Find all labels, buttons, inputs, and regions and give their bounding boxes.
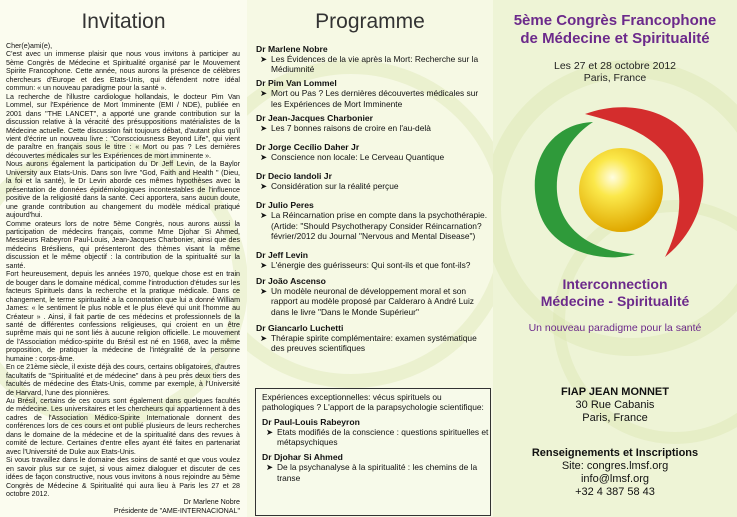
talk-text: Mort ou Pas ? Les dernières découvertes médicales sur les Expériences de Mort Imminente bbox=[271, 88, 479, 109]
contact-email[interactable]: info@lmsf.org bbox=[580, 473, 650, 485]
contact-phone: +32 4 387 58 43 bbox=[575, 486, 655, 498]
talk-title bbox=[256, 333, 488, 353]
subject-line: Médecine - Spiritualité bbox=[540, 293, 690, 309]
talk-text: L'énergie des guérisseurs: Qui sont-ils et que font-ils? bbox=[271, 260, 471, 271]
congress-logo-icon bbox=[515, 92, 715, 282]
speaker-name: Dr Jean-Jacques Charbonier bbox=[256, 112, 374, 123]
programme-entry bbox=[256, 200, 488, 241]
talk-text: Thérapie spirite complémentaire: examen systématique des preuves scientifiques bbox=[271, 332, 477, 354]
invitation-paragraph: Cher(e)ami(e), bbox=[6, 42, 53, 50]
invitation-text bbox=[6, 42, 240, 515]
invitation-panel bbox=[0, 0, 248, 517]
contact-block bbox=[493, 447, 737, 499]
arrow-bullet-icon: ➤ bbox=[260, 332, 268, 343]
talk-title bbox=[256, 88, 488, 108]
talk-text: Un modèle neuronal de développement moral et son rapport au modèle proposé par Calderaro à André Luiz dans le livre "Dans le Monde Supérieur" bbox=[271, 286, 474, 317]
talk-text: Les Évidences de la vie après la Mort: Recherche sur la Médiumnité bbox=[271, 54, 479, 75]
signature-name: Dr Marlene Nobre bbox=[183, 498, 240, 507]
invitation-paragraph: La recherche de l'illustre cardiologue hollandais, le docteur Pim Van Lommel, sur l'Expérience de Mort Imminente (EMI / NDE), publiée en 2001 dans "THE LANCET", a apporté une grande contribution sur la discussion relative à la véracité des présuppositions matérialistes de la Médecine actuelle. Cette discussion fait toujours débat, d'autant plus qu'il vient d'écrire un nouveau livre : "Conscciousness Beyond Life", qui vient de paraître en français sous le titre : « Mort ou pas ? Les dernières découvertes médicales sur les Expériences de mort imminente ». bbox=[6, 92, 240, 160]
talk-title bbox=[256, 123, 488, 133]
subject-line: Interconnection bbox=[562, 276, 668, 292]
venue-city: Paris, France bbox=[582, 412, 648, 424]
arrow-bullet-icon: ➤ bbox=[266, 427, 274, 437]
venue-name: FIAP JEAN MONNET bbox=[561, 386, 669, 398]
congress-title-line: 5ème Congrès Francophone bbox=[513, 12, 717, 29]
parapsychology-box bbox=[255, 388, 491, 516]
date-line: Les 27 et 28 octobre 2012 bbox=[553, 60, 676, 72]
speaker-name: Dr Pim Van Lommel bbox=[256, 78, 337, 89]
contact-title: Renseignements et Inscriptions bbox=[531, 447, 699, 459]
congress-date bbox=[493, 60, 737, 84]
talk-text: Considération sur la réalité perçue bbox=[271, 181, 399, 192]
talk-title bbox=[256, 210, 488, 241]
place-line: Paris, France bbox=[583, 72, 647, 84]
speaker-name: Dr Julio Peres bbox=[256, 200, 314, 211]
yellow-sphere-shape bbox=[579, 148, 663, 232]
talk-title bbox=[256, 181, 488, 191]
talk-text: De la psychanalyse à la spiritualité : les chemins de la transe bbox=[277, 462, 478, 483]
speaker-name: Dr Djohar Si Ahmed bbox=[262, 452, 343, 463]
talk-title bbox=[256, 54, 488, 74]
speaker-name: Dr Giancarlo Luchetti bbox=[256, 322, 344, 333]
talk-title bbox=[256, 260, 488, 270]
talk-title bbox=[262, 462, 490, 482]
arrow-bullet-icon: ➤ bbox=[260, 181, 268, 192]
programme-entry bbox=[256, 323, 488, 353]
programme-entry bbox=[256, 250, 488, 270]
programme-list bbox=[256, 44, 488, 353]
speaker-name: Dr Jorge Cecílio Daher Jr bbox=[256, 142, 360, 153]
congress-title-line: de Médecine et Spiritualité bbox=[520, 30, 710, 47]
arrow-bullet-icon: ➤ bbox=[266, 462, 274, 473]
invitation-title: Invitation bbox=[81, 10, 166, 33]
arrow-bullet-icon: ➤ bbox=[260, 122, 268, 133]
venue-street: 30 Rue Cabanis bbox=[575, 399, 655, 411]
talk-title bbox=[256, 286, 488, 317]
signature-title: Présidente de "AME-INTERNACIONAL" bbox=[113, 506, 240, 515]
invitation-paragraph: Si vous travaillez dans le domaine des soins de santé et que vous voulez en savoir plus sur ce sujet, si vous aimez dialoguer et discuter de ces idées de façon constructive, nous vous invitons à nous rejoindre au 5ème Congrès de Médecine & Spiritualité qui aura lieu à Paris les 27 et 28 octobre 2012. bbox=[6, 456, 240, 499]
programme-panel bbox=[247, 0, 494, 517]
arrow-bullet-icon: ➤ bbox=[260, 152, 268, 163]
arrow-bullet-icon: ➤ bbox=[260, 260, 268, 271]
talk-text: Etats modifiés de la conscience : questions spirituelles et métapsychiques bbox=[277, 427, 489, 448]
invitation-paragraph: C'est avec un immense plaisir que nous vous invitons à participer au 5ème Congrès de Médecine et Spiritualité organisé par le Mouvement Spirite Francophone. Cette année, nous aurons la présence de célèbres chercheurs d'Europe et des Etats-Unis, qui défendent notre idéal commun: « un nouveau paradigme pour la santé ». bbox=[6, 50, 240, 93]
arrow-bullet-icon: ➤ bbox=[260, 210, 268, 221]
speaker-name: Dr Decio Iandoli Jr bbox=[256, 171, 332, 182]
paradigm-tagline: Un nouveau paradigme pour la santé bbox=[528, 322, 702, 334]
invitation-paragraph: Nous aurons également la participation du Dr Jeff Levin, de la Baylor University aux Etats-Unis. Dans son livre "God, Faith and Health " (Dieu, la foi et la santé), le Dr Levin aborde ces mêmes hypothèses avec la présentation de données épidémiologiques incontestables de l'influence positive de la religiosité dans la santé. Ceci apportera, sans aucun doute, une grande contribution au changement du modèle médical pratiqué aujourd'hui. bbox=[6, 160, 240, 220]
invitation-paragraph: Au Brésil, certains de ces cours sont également dans quelques facultés de médecine. Les universitaires et les chercheurs qui appartiennent à des cadres de l'Association Médico-Spirite Internationale donnent des conférences lors de ces cours et ont publié plusieurs de leurs recherches dans le domaine de la médecine et de la spiritualité dans des revues à comité de lecture. Certaines d'entre elles ayant été faites en partenariat avec l'Université de Duke aux Etats-Unis. bbox=[6, 397, 240, 456]
speaker-name: Dr Marlene Nobre bbox=[256, 44, 328, 54]
talk-text: Conscience non locale: Le Cerveau Quantique bbox=[271, 152, 445, 163]
invitation-paragraph: Comme orateurs lors de notre 5ème Congrès, nous aurons aussi la participation de médecins français, comme Mme Djohar Si Ahmed, Messieurs Rabeyron Paul-Louis, Jean-Jacques Charbonier, ainsi que des médecins Brésiliens, qui présenteront des thèmes visant la même discussion et le même objectif : la contribution de la spiritualité sur la santé. bbox=[6, 219, 240, 270]
cover-panel bbox=[493, 0, 737, 517]
invitation-paragraph: En ce 21ème siècle, il existe déjà des cours, certains obligatoires, d'autres facultatifs de "Spiritualité et de médecine" dans à peu près deux tiers des facultés de médecine des États-Unis, comme par exemple, à l'Université de Harvard, l'une des pionnières. bbox=[6, 363, 240, 397]
contact-site[interactable]: Site: congres.lmsf.org bbox=[561, 460, 669, 472]
programme-entry bbox=[256, 113, 488, 133]
talk-title bbox=[262, 427, 490, 447]
talk-title bbox=[256, 152, 488, 162]
programme-entry bbox=[256, 171, 488, 191]
arrow-bullet-icon: ➤ bbox=[260, 286, 268, 297]
speaker-name: Dr João Ascenso bbox=[256, 276, 326, 287]
programme-entry bbox=[256, 276, 488, 317]
arrow-bullet-icon: ➤ bbox=[260, 88, 268, 99]
arrow-bullet-icon: ➤ bbox=[260, 54, 268, 64]
venue-block bbox=[493, 386, 737, 425]
speaker-name: Dr Paul-Louis Rabeyron bbox=[262, 417, 360, 427]
talk-text: La Réincarnation prise en compte dans la psychothérapie. (Artide: "Should Psychotherapy Consider Réincarnation? février/2012 du Journal "Nervous and Mental Disease") bbox=[271, 210, 488, 241]
box-intro: Expériences exceptionnelles: vécus spirituels ou pathologiques ? L'apport de la parapsychologie scientifique: bbox=[262, 392, 484, 412]
speaker-name: Dr Jeff Levin bbox=[256, 250, 309, 261]
congress-subject bbox=[493, 276, 737, 310]
congress-title bbox=[493, 12, 737, 48]
talk-text: Les 7 bonnes raisons de croire en l'au-delà bbox=[271, 122, 431, 133]
programme-entry bbox=[256, 78, 488, 108]
programme-title: Programme bbox=[315, 10, 425, 33]
programme-entry bbox=[256, 142, 488, 162]
invitation-paragraph: Fort heureusement, depuis les années 1970, quelque chose est en train de bouger dans le domaine médical, comme l'introduction d'études sur les facteurs Spirituels dans la recherche et la pratique médicale. Dans ce changement, le terme spiritualité a la connotation que lui a donné William James: « le sentiment le plus noble et le plus élevé qui unit l'homme au Créateur » . Ainsi, il fait partie de ces médecins et professionnels de la santé de différentes confessions religieuses, qui croient en un être suprême mais qui ne sont liés à aucune religion officielle. Le mouvement de l'Association médico-spirite du Brésil est né en 1968, avec la même proposition, de pratiquer la médecine de l'intégralité de la personne humaine : corps-âme. bbox=[6, 270, 240, 363]
programme-entry bbox=[256, 44, 488, 74]
